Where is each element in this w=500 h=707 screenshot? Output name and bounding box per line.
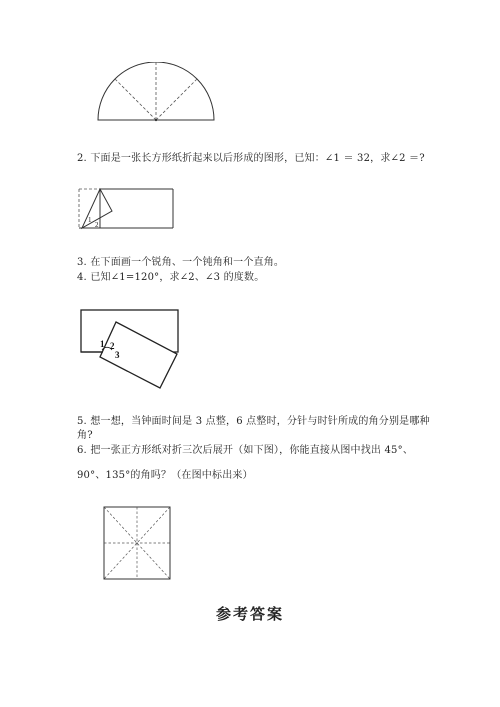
question-6-line-2: 90°、135°的角吗？（在图中标出来） <box>77 470 253 481</box>
rect-angle-3-label: 3 <box>115 350 120 360</box>
question-5-line-2: 角? <box>77 430 93 441</box>
semicircle-figure <box>95 62 217 124</box>
overlapping-rectangles-figure <box>78 306 182 392</box>
fold-angle-1-label: 1 <box>88 216 92 224</box>
fold-angle-2-label: 2 <box>95 221 99 229</box>
folded-rectangle-figure <box>76 186 176 234</box>
question-3: 3. 在下面画一个锐角、一个钝角和一个直角。 <box>77 257 285 268</box>
question-4: 4. 已知∠1=120°，求∠2、∠3 的度数。 <box>77 272 265 283</box>
rect-angle-1-label: 1 <box>100 339 105 349</box>
rect-angle-2-label: 2 <box>110 341 115 351</box>
question-6-line-1: 6. 把一张正方形纸对折三次后展开（如下图），你能直接从图中找出 45°、 <box>77 445 414 456</box>
answer-heading: 参考答案 <box>215 605 284 623</box>
question-2: 2. 下面是一张长方形纸折起来以后形成的图形，已知：∠1 ＝ 32，求∠2 ＝? <box>77 153 425 164</box>
question-5-line-1: 5. 想一想，当钟面时间是 3 点整，6 点整时，分针与时针所成的角分别是哪种 <box>77 416 430 427</box>
folded-square-figure <box>102 505 172 581</box>
